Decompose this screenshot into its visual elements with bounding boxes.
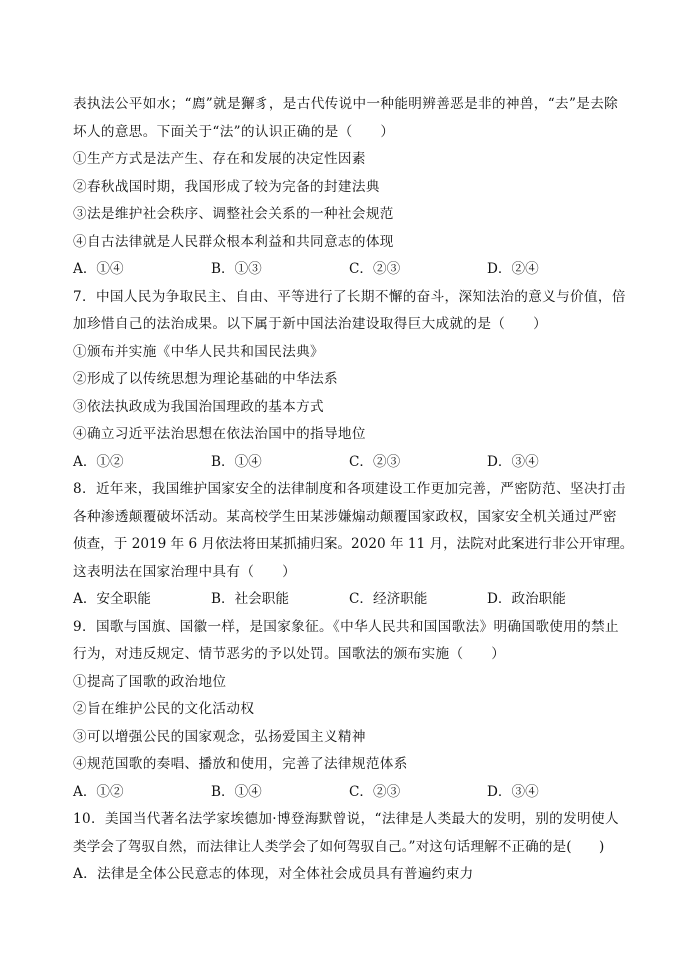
- question-list: [73, 91, 633, 889]
- question-7-statement-4: ④确立习近平法治思想在依法治国中的指导地位: [73, 426, 366, 442]
- question-7-option-d: D．③④: [487, 453, 539, 470]
- question-9-statement-2: ②旨在维护公民的文化活动权: [73, 701, 255, 717]
- question-8-stem-line-3: 侦查，于 2019 年 6 月依法将田某抓捕归案。2020 年 11 月，法院对此案进行非公开审理。: [73, 536, 634, 552]
- question-8-options: [73, 586, 633, 614]
- question-7: [73, 284, 633, 477]
- question-6-statement-3: ③法是维护社会秩序、调整社会关系的一种社会规范: [73, 206, 394, 222]
- question-9-statement-1: ①提高了国歌的政治地位: [73, 673, 227, 690]
- question-10: [73, 806, 633, 889]
- question-7-option-c: C．②③: [349, 453, 401, 470]
- question-7-stem-line-2: 加珍惜自己的法治成果。以下属于新中国法治建设取得巨大成就的是（ ）: [73, 316, 548, 332]
- question-8-stem-line-1: 8．近年来，我国维护国家安全的法律制度和各项建设工作更加完善，严密防范、坚决打击: [73, 481, 626, 497]
- question-8: [73, 476, 633, 614]
- question-9-option-c: C．②③: [349, 783, 401, 800]
- question-7-option-a: A．①②: [73, 453, 124, 470]
- question-8-option-d: D．政治职能: [487, 591, 566, 607]
- question-10-stem-line-1: 10．美国当代著名法学家埃德加·博登海默曾说，“法律是人类最大的发明，别的发明使人: [73, 811, 619, 827]
- question-9: [73, 614, 633, 807]
- question-7-statement-1: ①颁布并实施《中华人民共和国民法典》: [73, 343, 324, 360]
- question-10-stem-line-2: 类学会了驾驭自然，而法律让人类学会了如何驾驭自己。”对这句话理解不正确的是( ): [73, 838, 605, 855]
- question-10-option-a: A．法律是全体公民意志的体现，对全体社会成员具有普遍约束力: [73, 866, 474, 882]
- question-6-option-a: A．①④: [73, 261, 124, 277]
- question-6-statement-1: ①生产方式是法产生、存在和发展的决定性因素: [73, 151, 366, 167]
- question-9-statement-3: ③可以增强公民的国家观念，弘扬爱国主义精神: [73, 728, 366, 745]
- question-6-option-c: C．②③: [349, 261, 401, 277]
- question-8-option-b: B．社会职能: [211, 591, 289, 607]
- question-8-stem-line-4: 这表明法在国家治理中具有（ ）: [73, 563, 297, 580]
- question-7-options: [73, 449, 633, 477]
- question-9-option-d: D．③④: [487, 783, 539, 800]
- question-9-stem-line-2: 行为，对违反规定、情节恶劣的予以处罚。国歌法的颁布实施（ ）: [73, 646, 506, 662]
- question-7-statement-3: ③依法执政成为我国治国理政的基本方式: [73, 398, 324, 415]
- question-6-option-d: D．②④: [487, 261, 539, 277]
- question-6-options: [73, 256, 633, 284]
- question-8-option-a: A．安全职能: [73, 591, 151, 607]
- question-9-stem-line-1: 9．国歌与国旗、国徽一样，是国家象征。《中华人民共和国国歌法》明确国歌使用的禁止: [73, 618, 620, 635]
- question-7-option-b: B．①④: [211, 453, 262, 470]
- question-6-option-b: B．①③: [211, 261, 262, 277]
- question-6-stem-line-1: 表执法公平如水；“廌”就是獬豸，是古代传说中一种能明辨善恶是非的神兽，“去”是去除: [73, 96, 619, 112]
- question-7-statement-2: ②形成了以传统思想为理论基础的中华法系: [73, 371, 338, 387]
- question-9-option-b: B．①④: [211, 783, 262, 800]
- question-6-stem-line-2: 坏人的意思。下面关于“法”的认识正确的是（ ）: [73, 123, 395, 140]
- question-8-option-c: C．经济职能: [349, 591, 428, 607]
- question-9-options: [73, 779, 633, 807]
- question-6-statement-2: ②春秋战国时期，我国形成了较为完备的封建法典: [73, 178, 380, 195]
- question-8-stem-line-2: 各种渗透颠覆破坏活动。某高校学生田某涉嫌煽动颠覆国家政权，国家安全机关通过严密: [73, 508, 617, 525]
- question-9-statement-4: ④规范国歌的奏唱、播放和使用，完善了法律规范体系: [73, 756, 408, 772]
- question-7-stem-line-1: 7．中国人民为争取民主、自由、平等进行了长期不懈的奋斗，深知法治的意义与价值，倍: [73, 288, 626, 305]
- question-6-statement-4: ④自古法律就是人民群众根本利益和共同意志的体现: [73, 233, 394, 250]
- question-9-option-a: A．①②: [73, 783, 124, 800]
- question-6: [73, 91, 633, 284]
